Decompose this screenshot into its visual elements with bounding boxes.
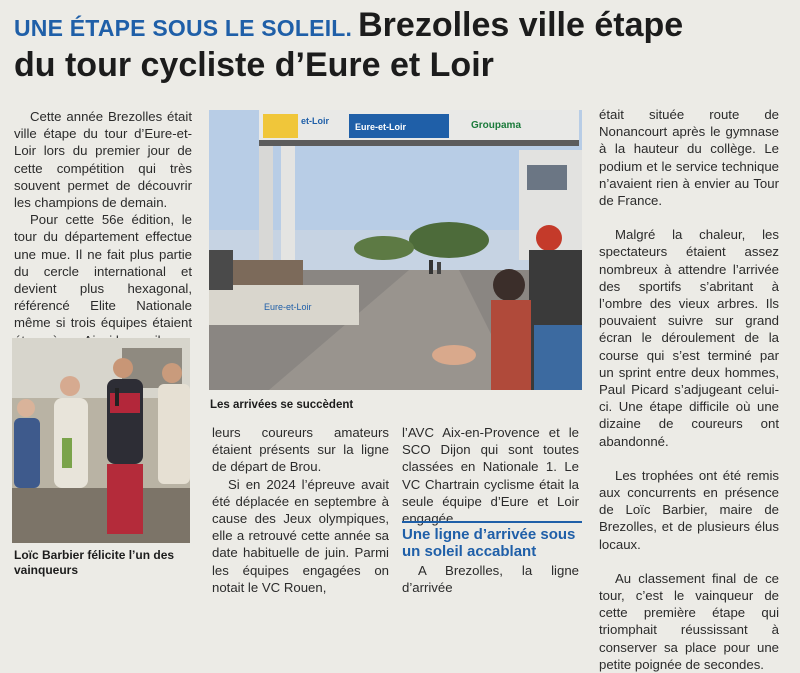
finish-line-caption: Les arrivées se succèdent <box>210 399 354 411</box>
article-column-3-continued <box>402 562 579 596</box>
article-column-4 <box>599 106 779 673</box>
article-paragraph: Cette année Brezolles était ville étape du tour d’Eure-et-Loir lors du premier jour de cette compétition qui très souvent permet de découvrir les champions de demain. <box>14 109 192 211</box>
gantry-banner-mid: Eure-et-Loir <box>355 122 407 132</box>
article-paragraph: l’AVC Aix-en-Provence et le SCO Dijon qui sont toutes classées en Nationale 1. Le VC Chartrain cyclisme était la seule équipe d’Eure et Loir engagée. <box>402 425 579 527</box>
article-paragraph: Les trophées ont été remis aux concurrents en présence de Loïc Barbier, maire de Brezolles, et de plusieurs élus locaux. <box>599 467 779 552</box>
article-paragraph: Pour cette 56e édition, le tour du département effectue une mue. Il ne fait plus partie du cercle international et devient plus hexagonal, référencé Elite Nationale même si trois équipes étaient <box>14 212 192 331</box>
winner-photo-caption: Loïc Barbier félicite l’un des vainqueurs <box>14 548 175 577</box>
headline-title-line2: du tour cycliste d’Eure et Loir <box>14 46 494 84</box>
headline-kicker: UNE ÉTAPE SOUS LE SOLEIL. <box>14 15 353 41</box>
headline <box>14 6 794 85</box>
finish-line-illustration <box>209 110 582 390</box>
gantry-banner-left: et-Loir <box>301 116 329 126</box>
headline-title-line1: Brezolles ville étape <box>358 6 684 44</box>
article-paragraph: Malgré la chaleur, les spectateurs étaient assez nombreux à attendre l’arrivée des sportifs s’abritant à l’ombre des vieux arbres. Ils pouvaient suivre sur grand écran le déroulement de la course qui s’est terminé par un sprint entre deux hommes, Paul Picard s’adjugeant celui-ci. Une étape difficile où une dizaine de coureurs ont abandonné. <box>599 227 779 449</box>
barrier-text: Eure-et-Loir <box>264 302 312 312</box>
gantry-banner-right: Groupama <box>471 120 522 131</box>
section-subhead: Une ligne d’arrivée sous un soleil accablant <box>402 521 582 560</box>
article-paragraph: A Brezolles, la ligne d’arrivée <box>402 563 579 596</box>
article-paragraph: Si en 2024 l’épreuve avait été déplacée en septembre à cause des Jeux olympiques, elle a retrouvé cette année sa date habituelle de juin. Parmi les équipes engagées on notait le VC Rouen, <box>212 476 389 595</box>
article-paragraph: leurs coureurs amateurs étaient présents sur la ligne de départ de Brou. <box>212 425 389 475</box>
winner-photo <box>12 338 190 543</box>
finish-line-photo <box>209 110 582 390</box>
winner-photo-illustration <box>12 338 190 543</box>
article-column-3 <box>402 424 579 527</box>
article-column-2 <box>212 424 389 596</box>
article-paragraph: Au classement final de ce tour, c’est le vainqueur de cette première étape qui triomphait réussissant à conserver sa place pour une petite poignée de secondes. <box>599 570 779 672</box>
article-column-1 <box>14 108 192 349</box>
article-paragraph: était située route de Nonancourt après le gymnase à la hauteur du collège. Le podium et le service technique n’avaient rien à envier au Tour de France. <box>599 107 779 209</box>
